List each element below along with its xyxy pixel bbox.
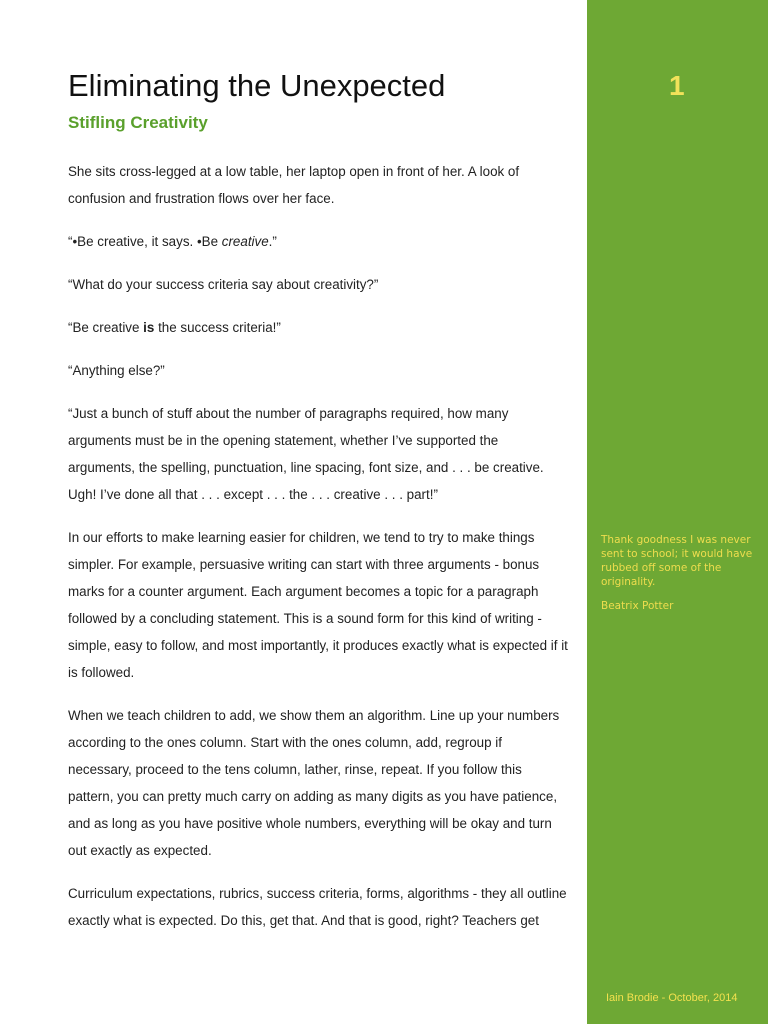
paragraph-6: “Just a bunch of stuff about the number of paragraphs required, how many arguments must be in the opening statement, whether I’ve supported the arguments, the spelling, punctuation, line spacing, font size, and . . . be creative. Ugh! I’ve done all that . . . except . . . the . . . creative . . . part!” xyxy=(68,406,544,502)
sidebar xyxy=(587,0,768,1024)
paragraph-8: When we teach children to add, we show them an algorithm. Line up your numbers according to the ones column. Start with the ones column, add, regroup if necessary, proceed to the tens column, lather, rinse, repeat. If you follow this pattern, you can pretty much carry on adding as many digits as you have patience, and as long as you have positive whole numbers, everything will be okay and turn out exactly as expected. xyxy=(68,708,560,858)
paragraph-7: In our efforts to make learning easier for children, we tend to try to make things simpler. For example, persuasive writing can start with three arguments - bonus marks for a counter argument. Each argument becomes a topic for a paragraph followed by a concluding statement. This is a sound form for this kind of writing - simple, easy to follow, and most importantly, it produces exactly what is expected if it is followed. xyxy=(68,530,568,680)
paragraph-2-emphasis: creative xyxy=(221,234,269,249)
paragraph-2 xyxy=(68,228,568,255)
paragraph-3: “What do your success criteria say about creativity?” xyxy=(68,277,379,292)
footer-credit: Iain Brodie - October, 2014 xyxy=(606,992,738,1004)
quote-text: Thank goodness I was never sent to school; it would have rubbed off some of the originality. xyxy=(601,534,753,588)
paragraph-4 xyxy=(68,314,568,341)
page-subtitle: Stifling Creativity xyxy=(68,113,208,132)
paragraph-9: Curriculum expectations, rubrics, success criteria, forms, algorithms - they all outline exactly what is expected. Do this, get that. And that is good, right? Teachers get xyxy=(68,886,567,928)
paragraph-1: She sits cross-legged at a low table, her laptop open in front of her. A look of confusion and frustration flows over her face. xyxy=(68,164,520,206)
paragraph-2-start: “•Be creative, it says. •Be xyxy=(68,234,222,249)
quote-author: Beatrix Potter xyxy=(601,600,674,612)
paragraph-2-end: .” xyxy=(268,234,277,249)
body-text xyxy=(68,158,568,950)
paragraph-4-emphasis: is xyxy=(143,320,155,335)
paragraph-5: “Anything else?” xyxy=(68,363,165,378)
paragraph-4-start: “Be creative xyxy=(68,320,144,335)
page-number: 1 xyxy=(669,70,685,101)
page-title: Eliminating the Unexpected xyxy=(68,68,446,103)
sidebar-quote xyxy=(601,533,753,623)
paragraph-4-end: the success criteria!” xyxy=(154,320,281,335)
